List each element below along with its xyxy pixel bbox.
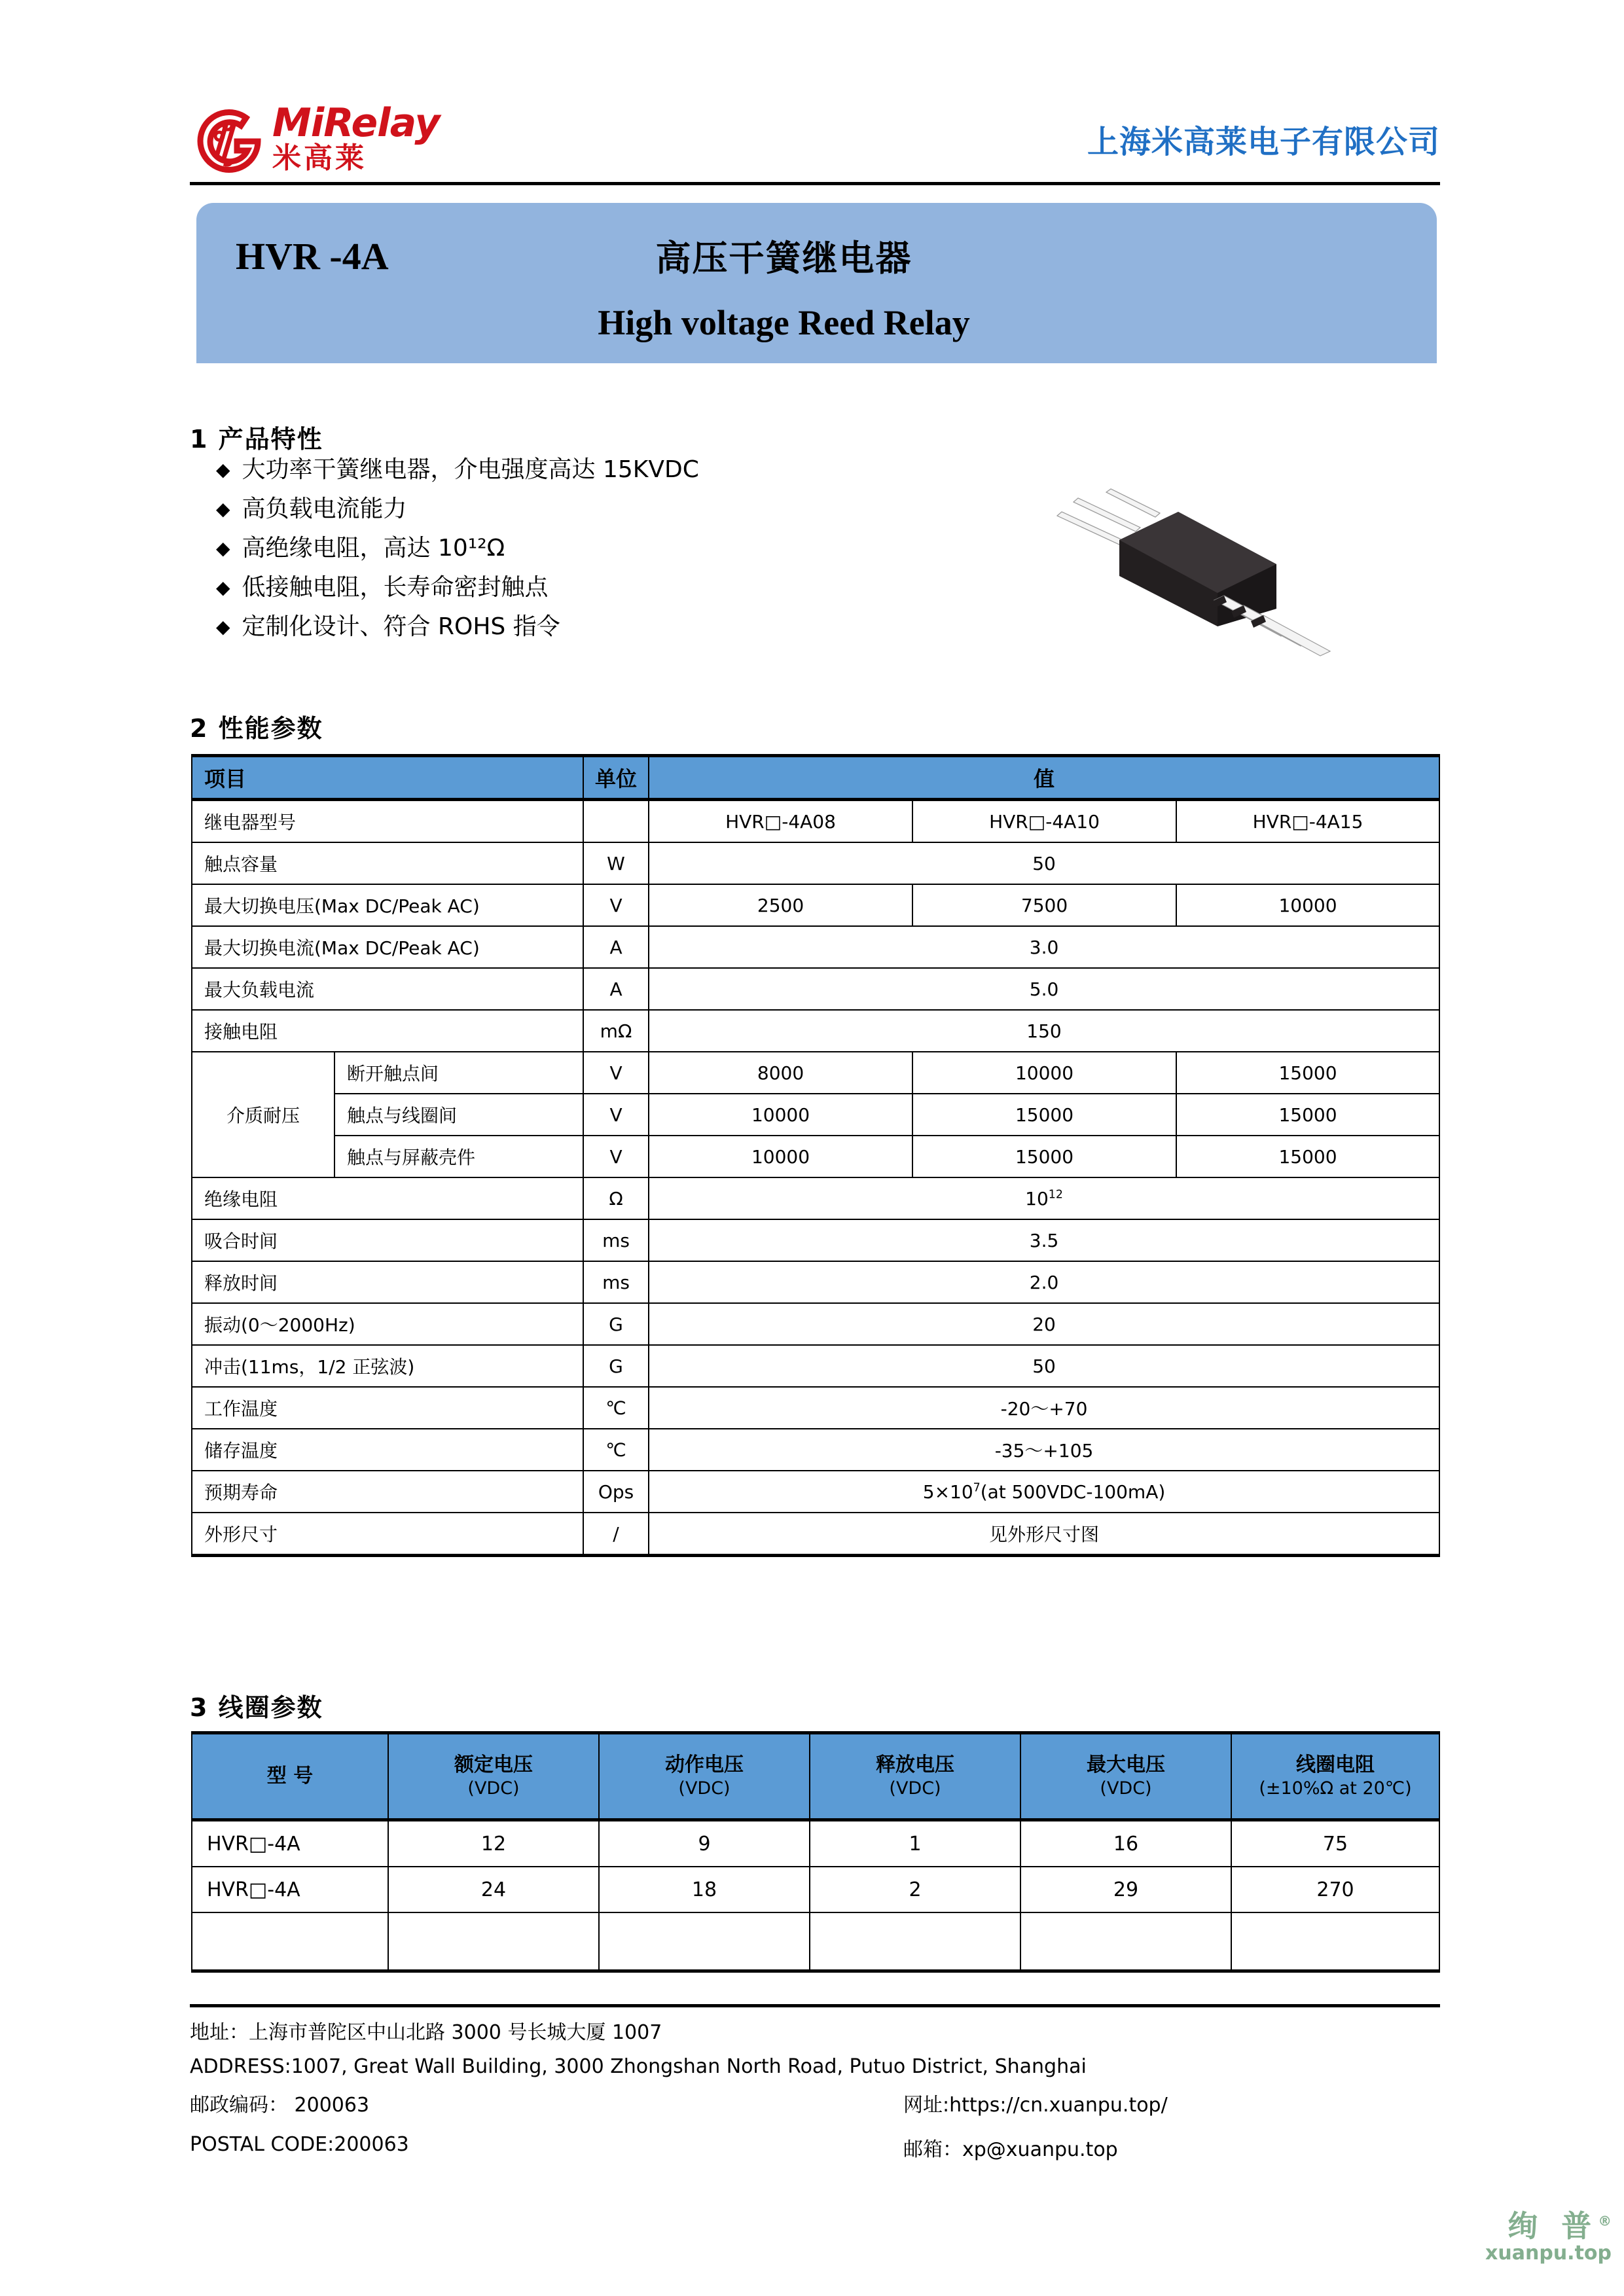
- table-row: [192, 1387, 1439, 1429]
- table-row-empty: [192, 1912, 1439, 1971]
- table-row: [192, 1177, 1439, 1219]
- coil-table-body: [192, 1820, 1439, 1971]
- row-value: 10000: [649, 1094, 912, 1136]
- row-label: 吸合时间: [192, 1219, 583, 1261]
- footer-address-english: ADDRESS:1007, Great Wall Building, 3000 Zhongshan North Road, Putuo District, Shanghai: [190, 2055, 1087, 2078]
- row-label: 储存温度: [192, 1429, 583, 1471]
- coil-section-heading: 3 线圈参数: [190, 1693, 323, 1722]
- footer-row-postal-website: [190, 2089, 1440, 2123]
- row-value: HVR□-4A08: [649, 800, 912, 843]
- table-row: [192, 842, 1439, 884]
- coil-header-rated-voltage: [388, 1733, 599, 1820]
- table-row: [192, 1219, 1439, 1261]
- logo-english-text: MiRelay: [272, 100, 440, 147]
- coil-cell-pickup: [599, 1912, 810, 1971]
- table-row: [192, 1010, 1439, 1052]
- table-row-dielectric: [192, 1136, 1439, 1177]
- row-label: 接触电阻: [192, 1010, 583, 1052]
- feature-text: 低接触电阻，长寿命密封触点: [242, 574, 549, 601]
- row-value: 5.0: [649, 968, 1439, 1010]
- footer-email[interactable]: 邮箱：xp@xuanpu.top: [903, 2138, 1118, 2161]
- header-divider: [190, 182, 1440, 185]
- diamond-bullet-icon: ◆: [216, 537, 230, 559]
- diamond-bullet-icon: ◆: [216, 459, 230, 480]
- row-label: 最大切换电压(Max DC/Peak AC): [192, 884, 583, 926]
- row-value: 2500: [649, 884, 912, 926]
- table-row: [192, 1867, 1439, 1912]
- table-row: [192, 1345, 1439, 1387]
- feature-item: [216, 497, 988, 521]
- dielectric-group-label: 介质耐压: [192, 1052, 334, 1177]
- row-label: 振动(0～2000Hz): [192, 1303, 583, 1345]
- row-value: [649, 1177, 1439, 1219]
- row-unit: ms: [583, 1261, 649, 1303]
- row-unit: A: [583, 926, 649, 968]
- product-model-title: HVR -4A: [236, 235, 389, 278]
- coil-cell-pickup: 9: [599, 1820, 810, 1867]
- table-row: [192, 1429, 1439, 1471]
- coil-header-model: [192, 1733, 388, 1820]
- feature-item: [216, 458, 988, 482]
- row-unit: mΩ: [583, 1010, 649, 1052]
- coil-cell-pickup: 18: [599, 1867, 810, 1912]
- coil-header-main: 线圈电阻: [1296, 1753, 1375, 1776]
- company-name: 上海米高莱电子有限公司: [1087, 124, 1440, 160]
- coil-cell-model: HVR□-4A: [192, 1867, 388, 1912]
- spec-table-header: [192, 756, 1439, 800]
- value-base: 10: [1025, 1187, 1049, 1210]
- row-value: HVR□-4A15: [1176, 800, 1439, 843]
- table-row: [192, 884, 1439, 926]
- row-label: 最大负载电流: [192, 968, 583, 1010]
- row-unit: ms: [583, 1219, 649, 1261]
- footer-divider: [190, 2004, 1440, 2007]
- table-row: [192, 968, 1439, 1010]
- specs-section-heading: 2 性能参数: [190, 714, 323, 743]
- row-value: 7500: [912, 884, 1176, 926]
- table-row: [192, 926, 1439, 968]
- row-value: 3.0: [649, 926, 1439, 968]
- watermark-chinese-text: [1428, 2208, 1612, 2244]
- watermark-domain-text: xuanpu.top: [1485, 2242, 1612, 2265]
- header-item: 项目: [192, 756, 583, 800]
- coil-cell-rated: [388, 1912, 599, 1971]
- logo-chinese-text: 米高莱: [272, 141, 367, 175]
- feature-text: 高绝缘电阻，高达 10¹²Ω: [242, 535, 505, 562]
- coil-header-unit: (VDC): [889, 1778, 941, 1799]
- coil-header-unit: (VDC): [467, 1778, 520, 1799]
- feature-text: 大功率干簧继电器，介电强度高达 15KVDC: [242, 456, 699, 483]
- row-value: 8000: [649, 1052, 912, 1094]
- table-row-dielectric: [192, 1094, 1439, 1136]
- row-unit: G: [583, 1303, 649, 1345]
- row-unit: V: [583, 1052, 649, 1094]
- row-label: 断开触点间: [334, 1052, 583, 1094]
- footer-postal-chinese: 邮政编码： 200063: [190, 2094, 370, 2117]
- coil-header-max-voltage: [1020, 1733, 1231, 1820]
- row-value: 150: [649, 1010, 1439, 1052]
- spec-table-body: [192, 800, 1439, 1556]
- row-label: 触点与屏蔽壳件: [334, 1136, 583, 1177]
- row-value: 20: [649, 1303, 1439, 1345]
- row-value: 15000: [1176, 1094, 1439, 1136]
- coil-header-pickup-voltage: [599, 1733, 810, 1820]
- row-value: 15000: [1176, 1136, 1439, 1177]
- brand-logo: [190, 100, 440, 175]
- coil-header-main: 最大电压: [1087, 1753, 1165, 1776]
- product-title-english: High voltage Reed Relay: [598, 303, 970, 342]
- table-row: [192, 1471, 1439, 1513]
- row-unit: W: [583, 842, 649, 884]
- table-header-row: [192, 756, 1439, 800]
- row-value: 15000: [912, 1094, 1176, 1136]
- feature-item: [216, 576, 988, 600]
- row-label: 触点容量: [192, 842, 583, 884]
- diamond-bullet-icon: ◆: [216, 577, 230, 598]
- watermark-cn-label: 绚 普: [1507, 2208, 1598, 2244]
- row-value: 2.0: [649, 1261, 1439, 1303]
- diamond-bullet-icon: ◆: [216, 616, 230, 637]
- title-banner: [196, 203, 1437, 363]
- coil-header-unit: (±10%Ω at 20℃): [1259, 1778, 1412, 1799]
- coil-cell-dropout: 2: [810, 1867, 1020, 1912]
- coil-cell-max: [1020, 1912, 1231, 1971]
- relay-product-image: [1021, 471, 1362, 661]
- feature-text: 高负载电流能力: [242, 495, 407, 522]
- coil-cell-resistance: [1231, 1912, 1439, 1971]
- row-value: 10000: [1176, 884, 1439, 926]
- mirelay-logo-icon: [190, 103, 268, 175]
- row-label: 释放时间: [192, 1261, 583, 1303]
- row-unit: /: [583, 1513, 649, 1556]
- value-prefix: 5×10: [922, 1480, 973, 1503]
- row-unit: V: [583, 884, 649, 926]
- row-label: 继电器型号: [192, 800, 583, 843]
- header-value: 值: [649, 756, 1439, 800]
- row-value: 3.5: [649, 1219, 1439, 1261]
- row-label: 工作温度: [192, 1387, 583, 1429]
- row-unit: V: [583, 1136, 649, 1177]
- coil-table-header: [192, 1733, 1439, 1820]
- footer-postal-english: POSTAL CODE:200063: [190, 2133, 409, 2156]
- coil-cell-rated: 24: [388, 1867, 599, 1912]
- row-unit: ℃: [583, 1429, 649, 1471]
- row-label: 冲击(11ms，1/2 正弦波): [192, 1345, 583, 1387]
- row-value: 50: [649, 1345, 1439, 1387]
- coil-cell-max: 29: [1020, 1867, 1231, 1912]
- row-label: 预期寿命: [192, 1471, 583, 1513]
- registered-trademark-icon: ®: [1598, 2213, 1612, 2229]
- table-row: [192, 800, 1439, 843]
- row-value: 10000: [649, 1136, 912, 1177]
- coil-header-main: 动作电压: [665, 1753, 744, 1776]
- coil-cell-model: [192, 1912, 388, 1971]
- diamond-bullet-icon: ◆: [216, 498, 230, 520]
- coil-cell-model: HVR□-4A: [192, 1820, 388, 1867]
- row-label: 外形尺寸: [192, 1513, 583, 1556]
- table-row: [192, 1261, 1439, 1303]
- row-value: 见外形尺寸图: [649, 1513, 1439, 1556]
- page-footer: [190, 2016, 1440, 2178]
- coil-cell-resistance: 75: [1231, 1820, 1439, 1867]
- page-header: [190, 98, 1440, 173]
- table-row-dielectric: [192, 1052, 1439, 1094]
- row-value: HVR□-4A10: [912, 800, 1176, 843]
- value-suffix: (at 500VDC-100mA): [980, 1480, 1166, 1503]
- value-exponent: 7: [973, 1481, 981, 1495]
- coil-header-unit: (VDC): [678, 1778, 731, 1799]
- coil-cell-resistance: 270: [1231, 1867, 1439, 1912]
- row-value: 10000: [912, 1052, 1176, 1094]
- feature-item: [216, 615, 988, 639]
- logo-wordmark: [272, 100, 440, 175]
- row-label: 触点与线圈间: [334, 1094, 583, 1136]
- row-unit: Ops: [583, 1471, 649, 1513]
- performance-parameters-table: [191, 754, 1440, 1557]
- row-unit: ℃: [583, 1387, 649, 1429]
- row-unit: A: [583, 968, 649, 1010]
- row-value: 15000: [1176, 1052, 1439, 1094]
- row-unit: G: [583, 1345, 649, 1387]
- coil-header-coil-resistance: [1231, 1733, 1439, 1820]
- coil-cell-dropout: [810, 1912, 1020, 1971]
- features-list: [216, 458, 988, 655]
- table-header-row: [192, 1733, 1439, 1820]
- product-title-chinese: 高压干簧继电器: [655, 238, 912, 279]
- header-unit: 单位: [583, 756, 649, 800]
- row-unit: Ω: [583, 1177, 649, 1219]
- coil-header-main: 释放电压: [876, 1753, 954, 1776]
- footer-row-postal-email: [190, 2133, 1440, 2167]
- row-label: 绝缘电阻: [192, 1177, 583, 1219]
- coil-header-main: 型 号: [266, 1764, 314, 1787]
- row-value: [649, 1471, 1439, 1513]
- row-unit: V: [583, 1094, 649, 1136]
- coil-parameters-table: [191, 1731, 1440, 1973]
- footer-website[interactable]: 网址:https://cn.xuanpu.top/: [903, 2094, 1168, 2117]
- coil-cell-dropout: 1: [810, 1820, 1020, 1867]
- feature-text: 定制化设计、符合 ROHS 指令: [242, 613, 560, 640]
- value-exponent: 12: [1048, 1188, 1063, 1202]
- row-value: -20～+70: [649, 1387, 1439, 1429]
- coil-header-unit: (VDC): [1100, 1778, 1152, 1799]
- table-row: [192, 1303, 1439, 1345]
- row-value: 50: [649, 842, 1439, 884]
- row-value: 15000: [912, 1136, 1176, 1177]
- coil-header-dropout-voltage: [810, 1733, 1020, 1820]
- table-row: [192, 1820, 1439, 1867]
- table-row: [192, 1513, 1439, 1556]
- features-section-heading: 1 产品特性: [190, 425, 323, 454]
- footer-address-chinese: 地址：上海市普陀区中山北路 3000 号长城大厦 1007: [190, 2021, 662, 2044]
- feature-item: [216, 537, 988, 560]
- coil-cell-max: 16: [1020, 1820, 1231, 1867]
- coil-cell-rated: 12: [388, 1820, 599, 1867]
- row-unit: [583, 800, 649, 843]
- xuanpu-watermark: [1428, 2208, 1612, 2289]
- row-value: -35～+105: [649, 1429, 1439, 1471]
- row-label: 最大切换电流(Max DC/Peak AC): [192, 926, 583, 968]
- coil-header-main: 额定电压: [454, 1753, 533, 1776]
